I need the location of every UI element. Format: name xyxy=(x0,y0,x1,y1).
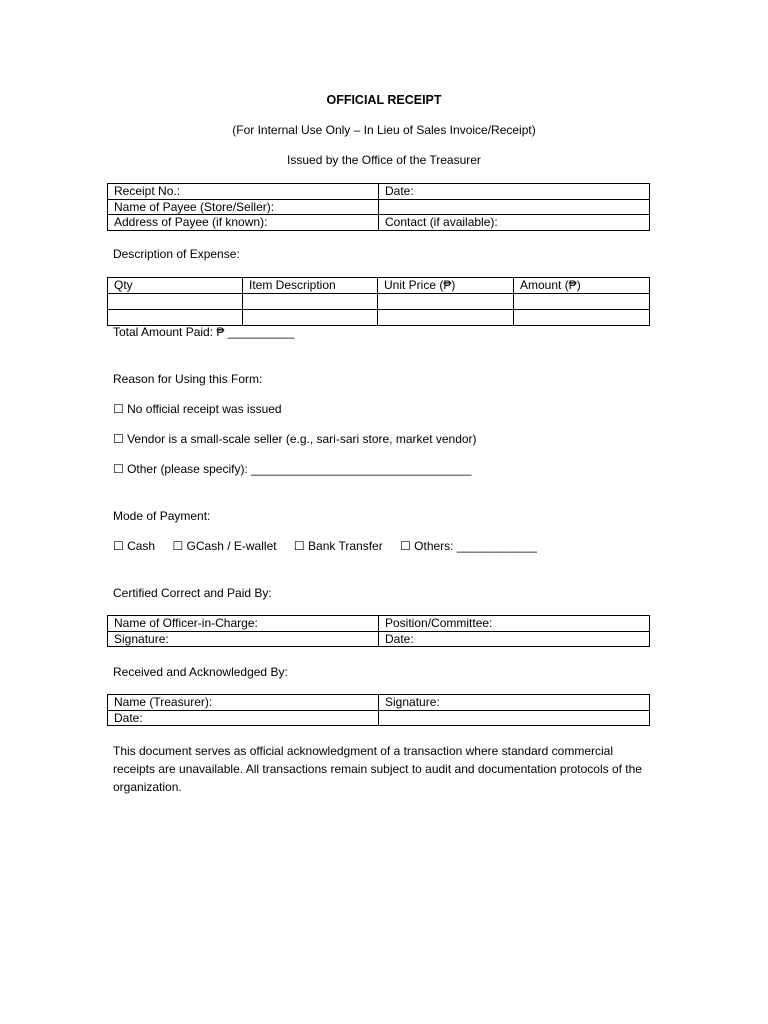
date-field[interactable]: Date: xyxy=(379,184,650,200)
amount-cell[interactable] xyxy=(514,310,650,326)
payment-option-cash[interactable]: ☐ Cash xyxy=(113,539,156,553)
treasurer-name-field[interactable]: Name (Treasurer): xyxy=(108,695,379,711)
received-by-table xyxy=(107,694,650,726)
table-row xyxy=(108,294,650,310)
certified-by-table xyxy=(107,615,650,647)
column-header-qty: Qty xyxy=(108,278,243,294)
column-header-unit-price: Unit Price (₱) xyxy=(378,278,514,294)
treasurer-signature-field[interactable]: Signature: xyxy=(379,695,650,711)
table-row xyxy=(108,184,650,200)
amount-cell[interactable] xyxy=(514,294,650,310)
table-row xyxy=(108,616,650,632)
table-header-row xyxy=(108,278,650,294)
position-field[interactable]: Position/Committee: xyxy=(379,616,650,632)
footer-note: This document serves as official acknowledgment of a transaction where standard commercial receipts are unavailable. All transactions remain subject to audit and documentation protocols of the organization. xyxy=(113,744,642,794)
document-issuer: Issued by the Office of the Treasurer xyxy=(287,153,481,167)
payment-option-gcash[interactable]: ☐ GCash / E-wallet xyxy=(172,539,277,553)
receipt-no-field[interactable]: Receipt No.: xyxy=(108,184,379,200)
table-row xyxy=(108,215,650,231)
table-row xyxy=(108,631,650,647)
total-amount-line[interactable]: Total Amount Paid: ₱ __________ xyxy=(113,325,295,339)
table-row xyxy=(108,710,650,726)
item-description-cell[interactable] xyxy=(243,294,378,310)
qty-cell[interactable] xyxy=(108,294,243,310)
unit-price-cell[interactable] xyxy=(378,310,514,326)
payee-name-extra-cell[interactable] xyxy=(379,199,650,215)
payment-mode-options xyxy=(113,539,551,553)
reason-label: Reason for Using this Form: xyxy=(113,372,263,386)
contact-field[interactable]: Contact (if available): xyxy=(379,215,650,231)
treasurer-date-field[interactable]: Date: xyxy=(108,710,379,726)
payee-name-field[interactable]: Name of Payee (Store/Seller): xyxy=(108,199,379,215)
document-subtitle: (For Internal Use Only – In Lieu of Sales Invoice/Receipt) xyxy=(232,123,536,137)
officer-signature-field[interactable]: Signature: xyxy=(108,631,379,647)
unit-price-cell[interactable] xyxy=(378,294,514,310)
officer-date-field[interactable]: Date: xyxy=(379,631,650,647)
expense-items-table xyxy=(107,277,650,326)
expense-description-label: Description of Expense: xyxy=(113,247,240,261)
reason-option-no-receipt[interactable]: ☐ No official receipt was issued xyxy=(113,402,282,416)
certified-by-label: Certified Correct and Paid By: xyxy=(113,586,272,600)
document-title: OFFICIAL RECEIPT xyxy=(326,93,442,107)
received-by-label: Received and Acknowledged By: xyxy=(113,665,288,679)
item-description-cell[interactable] xyxy=(243,310,378,326)
payee-info-table xyxy=(107,183,650,231)
payment-option-others[interactable]: ☐ Others: ____________ xyxy=(400,539,537,553)
table-row xyxy=(108,199,650,215)
table-row xyxy=(108,310,650,326)
treasurer-extra-cell[interactable] xyxy=(379,710,650,726)
payment-mode-label: Mode of Payment: xyxy=(113,509,211,523)
qty-cell[interactable] xyxy=(108,310,243,326)
reason-option-small-vendor[interactable]: ☐ Vendor is a small-scale seller (e.g., sari-sari store, market vendor) xyxy=(113,432,477,446)
officer-name-field[interactable]: Name of Officer-in-Charge: xyxy=(108,616,379,632)
column-header-item-description: Item Description xyxy=(243,278,378,294)
column-header-amount: Amount (₱) xyxy=(514,278,650,294)
payment-option-bank-transfer[interactable]: ☐ Bank Transfer xyxy=(293,539,383,553)
payee-address-field[interactable]: Address of Payee (if known): xyxy=(108,215,379,231)
table-row xyxy=(108,695,650,711)
reason-option-other[interactable]: ☐ Other (please specify): _________________________________ xyxy=(113,462,472,476)
